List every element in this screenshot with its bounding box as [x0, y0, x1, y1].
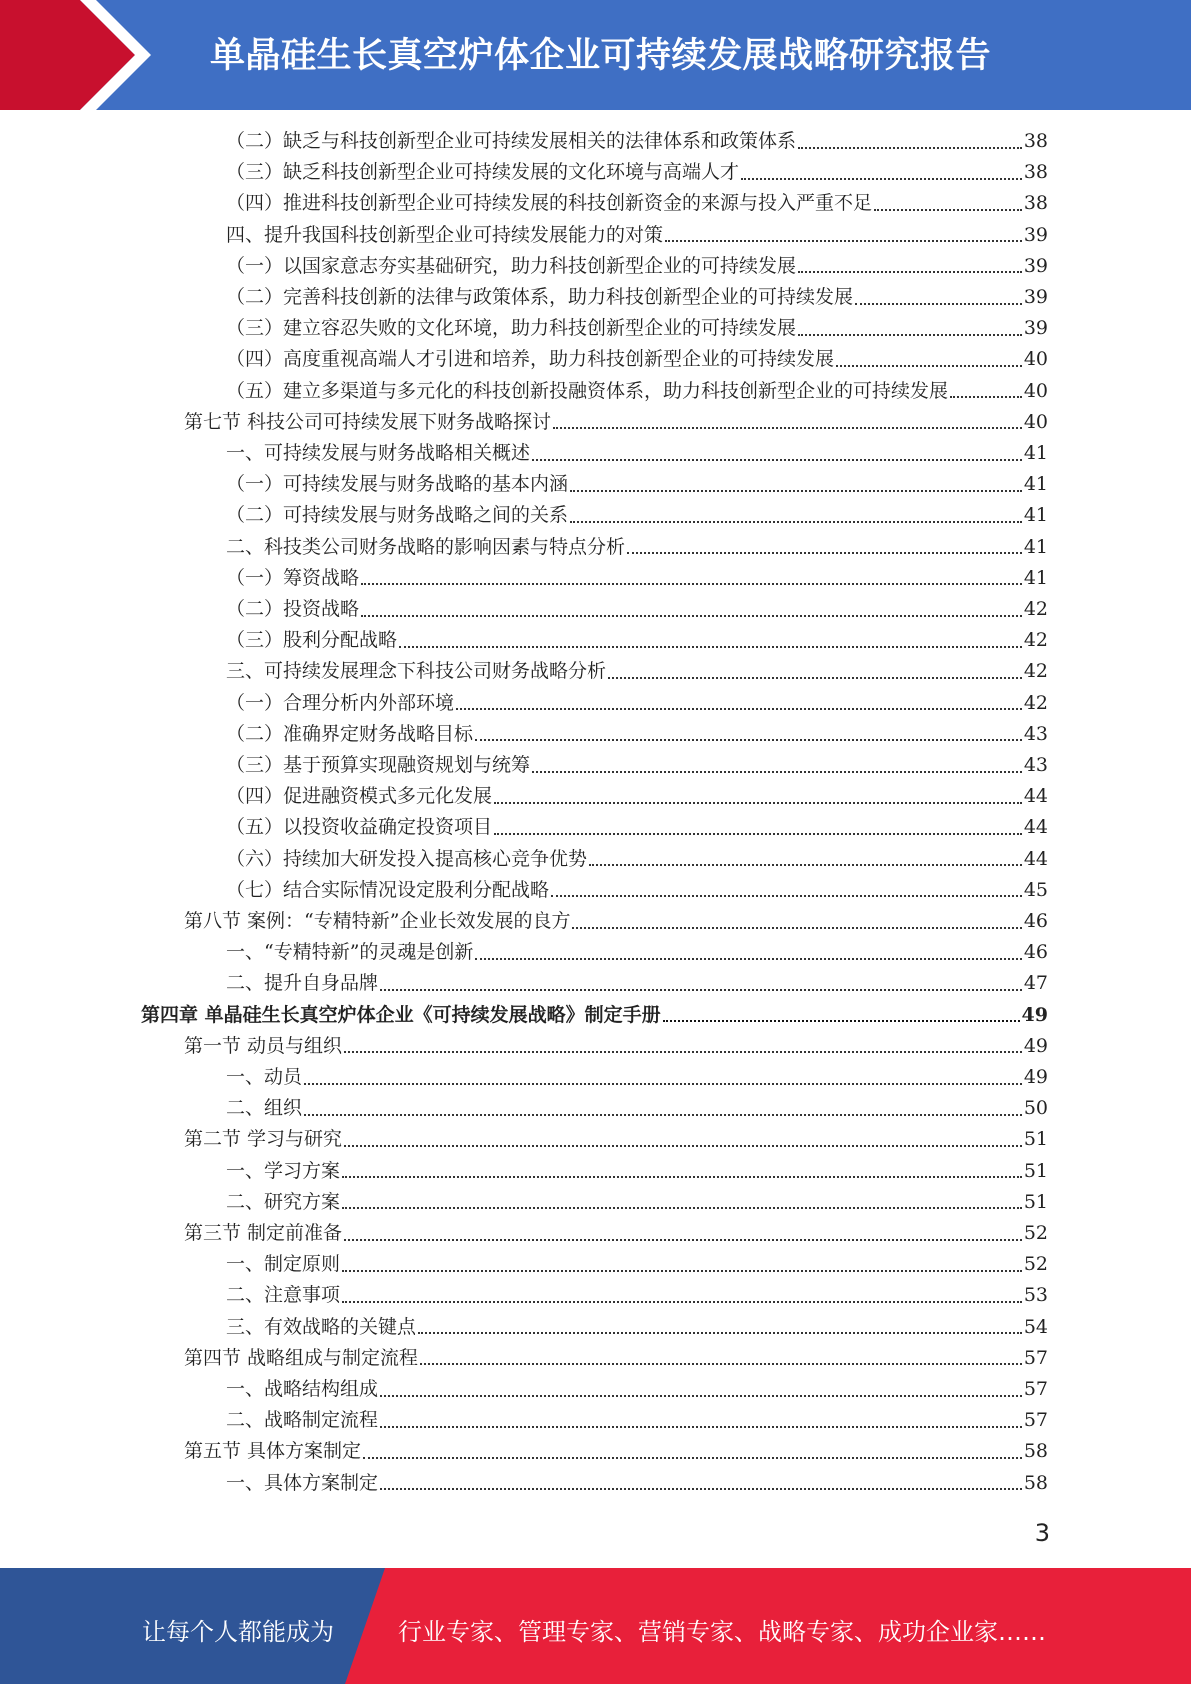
toc-entry-page: 51: [1023, 1128, 1048, 1151]
toc-entry-title: 第二节 学习与研究: [184, 1128, 343, 1151]
toc-entry-title: 二、提升自身品牌: [226, 972, 379, 995]
toc-dot-leader: [380, 1426, 1022, 1428]
toc-entry-page: 58: [1023, 1471, 1048, 1494]
toc-dot-leader: [344, 1051, 1022, 1053]
toc-entry-title: （一）筹资战略: [226, 566, 360, 589]
toc-entry-page: 58: [1023, 1440, 1048, 1463]
toc-entry[interactable]: [226, 220, 1048, 251]
toc-dot-leader: [551, 895, 1022, 897]
toc-entry[interactable]: [184, 407, 1048, 438]
toc-entry-title: 二、研究方案: [226, 1190, 341, 1213]
toc-dot-leader: [475, 958, 1021, 960]
toc-entry[interactable]: [226, 313, 1048, 344]
toc-dot-leader: [380, 1488, 1022, 1490]
page-footer: [0, 1568, 1191, 1684]
toc-entry-title: 二、战略制定流程: [226, 1409, 379, 1432]
toc-entry-title: （一）合理分析内外部环境: [226, 691, 455, 714]
toc-entry[interactable]: [226, 1062, 1048, 1093]
toc-entry-page: 57: [1023, 1378, 1048, 1400]
toc-entry-title: （四）高度重视高端人才引进和培养，助力科技创新型企业的可持续发展: [226, 348, 835, 371]
toc-entry-page: 39: [1023, 223, 1048, 246]
toc-entry-title: 二、组织: [226, 1097, 303, 1120]
toc-dot-leader: [855, 303, 1022, 305]
toc-entry[interactable]: [226, 469, 1048, 500]
toc-entry-title: 一、战略结构组成: [226, 1378, 379, 1400]
toc-entry[interactable]: [226, 532, 1048, 563]
toc-entry-page: 46: [1023, 941, 1048, 964]
toc-dot-leader: [456, 708, 1022, 710]
toc-entry[interactable]: [226, 438, 1048, 469]
toc-entry-title: 一、可持续发展与财务战略相关概述: [226, 442, 531, 464]
toc-dot-leader: [361, 615, 1022, 617]
toc-dot-leader: [380, 1395, 1022, 1397]
toc-entry-page: 41: [1023, 566, 1048, 589]
toc-entry-title: （五）建立多渠道与多元化的科技创新投融资体系，助力科技创新型企业的可持续发展: [226, 379, 949, 402]
toc-dot-leader: [532, 771, 1022, 773]
toc-dot-leader: [342, 1207, 1022, 1209]
toc-entry-title: （一）可持续发展与财务战略的基本内涵: [226, 473, 569, 496]
toc-dot-leader: [344, 1145, 1022, 1147]
toc-entry[interactable]: [184, 1031, 1048, 1062]
toc-entry[interactable]: [226, 1249, 1048, 1280]
toc-entry[interactable]: [226, 157, 1048, 188]
toc-dot-leader: [836, 365, 1022, 367]
toc-entry-page: 46: [1023, 910, 1048, 932]
toc-entry-title: 第七节 科技公司可持续发展下财务战略探讨: [184, 410, 552, 433]
toc-entry-page: 39: [1023, 254, 1048, 277]
toc-dot-leader: [342, 1270, 1022, 1272]
toc-entry[interactable]: [226, 1280, 1048, 1311]
toc-entry-title: 一、“专精特新”的灵魂是创新: [226, 941, 474, 964]
toc-entry[interactable]: [226, 844, 1048, 875]
toc-dot-leader: [570, 490, 1022, 492]
toc-entry-title: （二）投资战略: [226, 598, 360, 620]
footer-slogan-right: 行业专家、管理专家、营销专家、战略专家、成功企业家……: [398, 1618, 1046, 1646]
toc-entry-page: 42: [1023, 660, 1048, 683]
toc-entry-title: 一、具体方案制定: [226, 1471, 379, 1494]
footer-slogan-left: 让每个人都能成为: [142, 1618, 334, 1646]
toc-entry-title: （三）基于预算实现融资规划与统筹: [226, 754, 531, 776]
toc-entry-page: 57: [1023, 1409, 1048, 1432]
toc-dot-leader: [494, 802, 1022, 804]
toc-entry-title: 二、科技类公司财务战略的影响因素与特点分析: [226, 535, 626, 558]
toc-dot-leader: [361, 583, 1022, 585]
toc-entry-page: 41: [1023, 504, 1048, 527]
toc-entry[interactable]: [226, 1374, 1048, 1405]
toc-entry-page: 39: [1023, 286, 1048, 308]
toc-entry[interactable]: [226, 688, 1048, 719]
toc-entry[interactable]: [226, 812, 1048, 843]
toc-entry-page: 43: [1023, 722, 1048, 745]
toc-entry-title: 第五节 具体方案制定: [184, 1440, 362, 1463]
toc-entry-title: 第四章 单晶硅生长真空炉体企业《可持续发展战略》制定手册: [141, 1003, 661, 1026]
toc-entry-title: （三）股利分配战略: [226, 629, 398, 652]
toc-entry[interactable]: [184, 1436, 1048, 1467]
toc-entry-page: 52: [1023, 1222, 1048, 1244]
toc-dot-leader: [399, 646, 1022, 648]
toc-entry-title: 第一节 动员与组织: [184, 1034, 343, 1057]
toc-entry[interactable]: [226, 594, 1048, 625]
toc-dot-leader: [627, 552, 1022, 554]
toc-entry-page: 39: [1023, 317, 1048, 340]
toc-entry-title: （二）缺乏与科技创新型企业可持续发展相关的法律体系和政策体系: [226, 130, 797, 152]
toc-entry-title: （六）持续加大研发投入提高核心竞争优势: [226, 847, 588, 870]
toc-entry-title: 第四节 战略组成与制定流程: [184, 1346, 419, 1369]
toc-entry-title: （七）结合实际情况设定股利分配战略: [226, 878, 550, 901]
toc-entry-title: （四）推进科技创新型企业可持续发展的科技创新资金的来源与投入严重不足: [226, 192, 873, 215]
toc-entry[interactable]: [226, 937, 1048, 968]
toc-entry-page: 57: [1023, 1346, 1048, 1369]
toc-dot-leader: [342, 1301, 1022, 1303]
toc-entry-page: 54: [1023, 1315, 1048, 1338]
toc-entry-page: 38: [1023, 192, 1048, 215]
toc-entry-page: 42: [1023, 691, 1048, 714]
toc-entry-title: （一）以国家意志夯实基础研究，助力科技创新型企业的可持续发展: [226, 254, 797, 277]
toc-entry-page: 38: [1023, 161, 1048, 184]
toc-entry-page: 45: [1023, 878, 1048, 901]
toc-dot-leader: [553, 427, 1022, 429]
toc-dot-leader: [475, 739, 1022, 741]
report-title: 单晶硅生长真空炉体企业可持续发展战略研究报告: [210, 36, 992, 76]
toc-dot-leader: [380, 989, 1022, 991]
page-number: 3: [1034, 1519, 1050, 1547]
toc-dot-leader: [363, 1457, 1022, 1459]
toc-entry[interactable]: [226, 500, 1048, 531]
toc-entry[interactable]: [184, 1218, 1048, 1249]
toc-entry[interactable]: [184, 906, 1048, 937]
toc-entry[interactable]: [226, 1156, 1048, 1187]
toc-dot-leader: [304, 1083, 1022, 1085]
toc-entry-title: 三、有效战略的关键点: [226, 1315, 417, 1338]
toc-dot-leader: [741, 178, 1022, 180]
toc-entry-page: 47: [1023, 972, 1048, 995]
toc-dot-leader: [608, 677, 1022, 679]
toc-dot-leader: [663, 1020, 1020, 1022]
toc-entry-title: 四、提升我国科技创新型企业可持续发展能力的对策: [226, 223, 664, 246]
toc-entry-page: 42: [1023, 598, 1048, 620]
toc-dot-leader: [798, 271, 1022, 273]
toc-entry[interactable]: [184, 1343, 1048, 1374]
toc-entry-page: 49: [1023, 1034, 1048, 1057]
toc-entry[interactable]: [226, 1468, 1048, 1499]
toc-entry-page: 41: [1023, 473, 1048, 496]
toc-dot-leader: [570, 521, 1022, 523]
toc-entry[interactable]: [226, 1405, 1048, 1436]
toc-dot-leader: [342, 1176, 1022, 1178]
toc-entry-title: 三、可持续发展理念下科技公司财务战略分析: [226, 660, 607, 683]
toc-entry-page: 44: [1023, 816, 1048, 839]
toc-entry[interactable]: [226, 1093, 1048, 1124]
toc-entry-page: 51: [1023, 1190, 1048, 1213]
toc-entry-title: （四）促进融资模式多元化发展: [226, 785, 493, 808]
toc-entry-title: 一、动员: [226, 1066, 303, 1088]
toc-entry-page: 51: [1023, 1159, 1048, 1182]
toc-entry-title: 一、学习方案: [226, 1159, 341, 1182]
toc-dot-leader: [344, 1239, 1022, 1241]
toc-entry-page: 49: [1021, 1003, 1048, 1026]
toc-entry-title: 一、制定原则: [226, 1253, 341, 1276]
toc-dot-leader: [532, 459, 1022, 461]
toc-entry-title: （五）以投资收益确定投资项目: [226, 816, 493, 839]
toc-entry-page: 49: [1023, 1066, 1048, 1088]
toc-entry-page: 50: [1023, 1097, 1048, 1120]
toc-entry[interactable]: [226, 750, 1048, 781]
toc-dot-leader: [494, 833, 1022, 835]
toc-entry[interactable]: [226, 875, 1048, 906]
toc-dot-leader: [589, 864, 1022, 866]
toc-entry-title: （二）准确界定财务战略目标: [226, 722, 474, 745]
toc-entry[interactable]: [226, 968, 1048, 999]
toc-entry-page: 52: [1023, 1253, 1048, 1276]
toc-dot-leader: [572, 927, 1021, 929]
toc-entry[interactable]: [141, 1000, 1048, 1031]
toc-entry-page: 40: [1023, 410, 1048, 433]
toc-entry-page: 38: [1023, 130, 1048, 152]
toc-entry[interactable]: [226, 656, 1048, 687]
toc-entry[interactable]: [226, 781, 1048, 812]
toc-dot-leader: [304, 1114, 1022, 1116]
toc-entry-title: （三）缺乏科技创新型企业可持续发展的文化环境与高端人才: [226, 161, 740, 184]
toc-entry-page: 41: [1023, 442, 1048, 464]
toc-entry-page: 42: [1023, 629, 1048, 652]
toc-entry[interactable]: [226, 188, 1048, 219]
toc-entry-page: 43: [1023, 754, 1048, 776]
toc-entry[interactable]: [226, 1312, 1048, 1343]
toc-entry[interactable]: [226, 1187, 1048, 1218]
toc-entry-title: （二）完善科技创新的法律与政策体系，助力科技创新型企业的可持续发展: [226, 286, 854, 308]
toc-dot-leader: [798, 147, 1022, 149]
toc-entry-title: 第三节 制定前准备: [184, 1222, 343, 1244]
toc-entry-page: 40: [1023, 348, 1048, 371]
toc-entry[interactable]: [226, 344, 1048, 375]
toc-dot-leader: [665, 240, 1022, 242]
toc-entry-page: 40: [1023, 379, 1048, 402]
toc-entry-title: 第八节 案例：“专精特新”企业长效发展的良方: [184, 910, 571, 932]
toc-dot-leader: [874, 209, 1022, 211]
toc-entry-title: 二、注意事项: [226, 1284, 341, 1307]
toc-entry[interactable]: [226, 126, 1048, 157]
toc-dot-leader: [950, 396, 1022, 398]
page-header: [0, 0, 1191, 110]
toc-dot-leader: [798, 334, 1022, 336]
toc-entry[interactable]: [226, 251, 1048, 282]
toc-entry[interactable]: [226, 563, 1048, 594]
toc-entry-page: 44: [1023, 847, 1048, 870]
toc-entry[interactable]: [184, 1124, 1048, 1155]
toc-dot-leader: [420, 1363, 1022, 1365]
toc-entry-page: 53: [1023, 1284, 1048, 1307]
toc-entry-page: 44: [1023, 785, 1048, 808]
toc-entry-title: （三）建立容忍失败的文化环境，助力科技创新型企业的可持续发展: [226, 317, 797, 340]
toc-entry-title: （二）可持续发展与财务战略之间的关系: [226, 504, 569, 527]
toc-dot-leader: [418, 1332, 1022, 1334]
toc-entry[interactable]: [226, 625, 1048, 656]
toc-entry[interactable]: [226, 719, 1048, 750]
toc-entry[interactable]: [226, 376, 1048, 407]
toc-entry-page: 41: [1023, 535, 1048, 558]
toc-entry[interactable]: [226, 282, 1048, 313]
